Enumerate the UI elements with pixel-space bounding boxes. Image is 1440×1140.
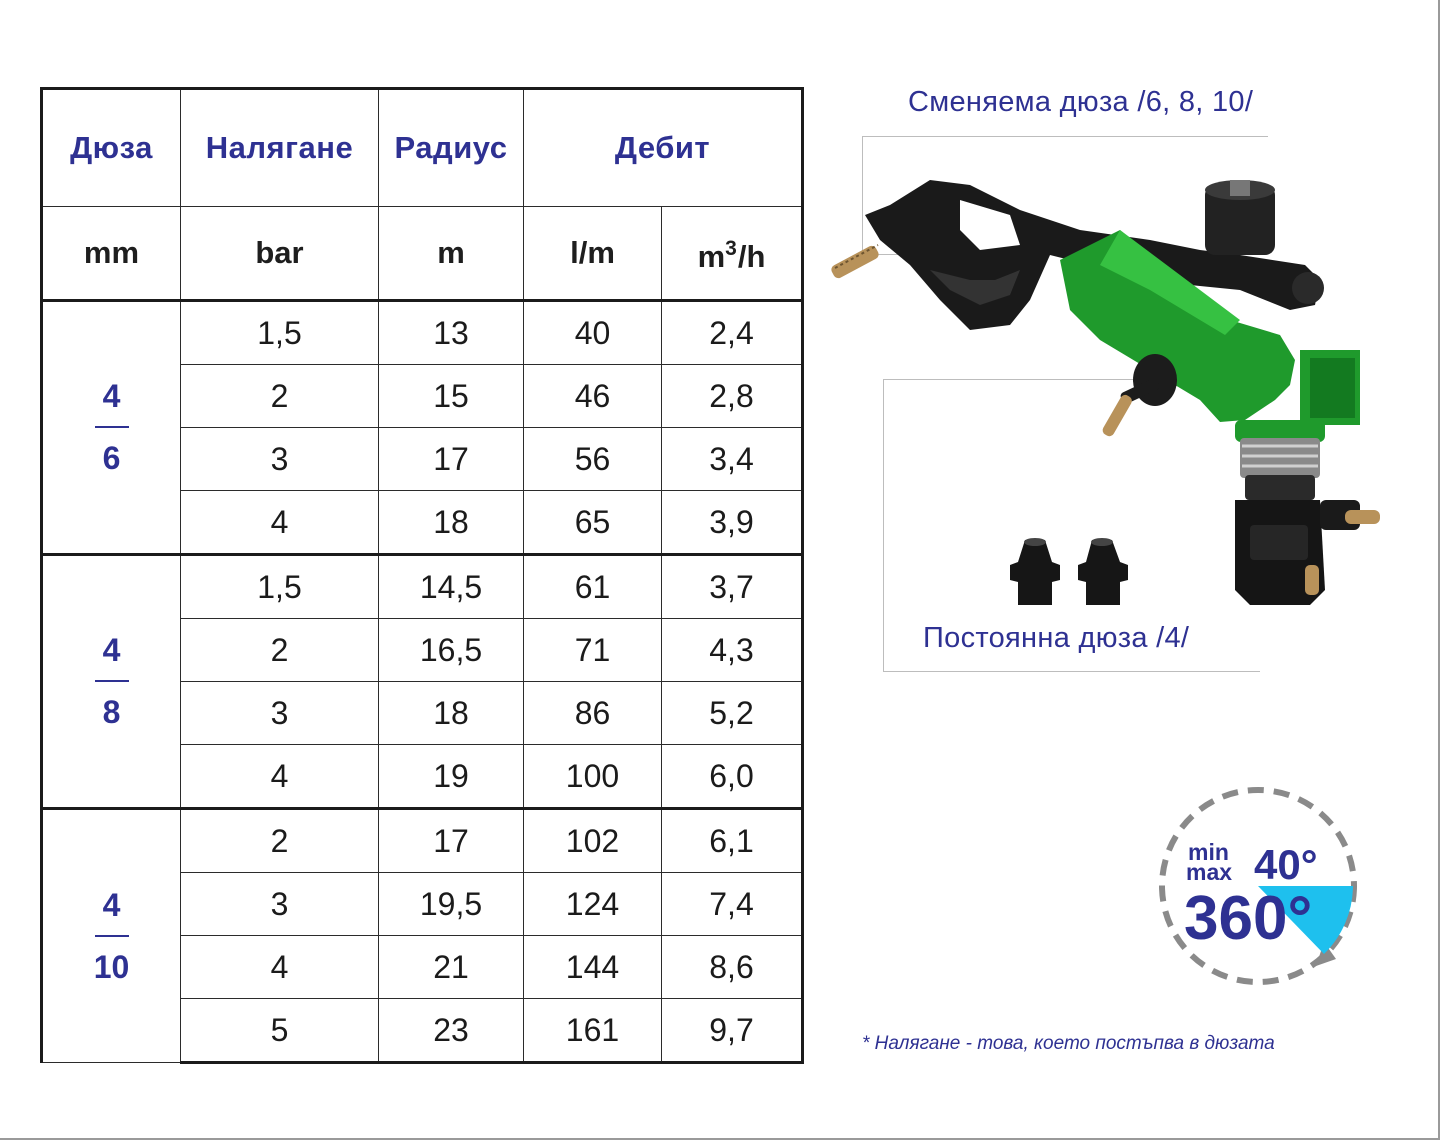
radius-cell: 13 [379,301,524,365]
radius-cell: 18 [379,491,524,555]
flow-lm-cell: 56 [524,428,662,491]
nozzle-constant: 4 [102,886,121,923]
pressure-cell: 2 [181,365,379,428]
table-row [42,809,803,873]
flow-lm-cell: 102 [524,809,662,873]
unit-m3h-base: m [697,239,726,274]
radius-cell: 19,5 [379,873,524,936]
max-label: max [1186,859,1233,885]
nozzle-constant: 4 [102,632,121,668]
flow-lm-cell: 61 [524,555,662,619]
pressure-cell: 4 [181,491,379,555]
unit-flow-lm: l/m [524,207,662,301]
pressure-cell: 4 [181,745,379,809]
pressure-cell: 3 [181,682,379,745]
pressure-cell: 1,5 [181,555,379,619]
flow-m3h-cell: 3,9 [662,491,803,555]
nozzle-replaceable: 10 [93,948,130,985]
fraction-bar [95,680,129,682]
flow-m3h-cell: 3,7 [662,555,803,619]
nozzle-cell [42,555,181,809]
flow-m3h-cell: 7,4 [662,873,803,936]
nozzle-size [94,887,130,986]
flow-lm-cell: 46 [524,365,662,428]
header-nozzle: Дюза [42,89,181,207]
radius-cell: 16,5 [379,619,524,682]
flow-m3h-cell: 4,3 [662,619,803,682]
flow-m3h-cell: 5,2 [662,682,803,745]
header-radius: Радиус [379,89,524,207]
radius-cell: 17 [379,809,524,873]
radius-cell: 18 [379,682,524,745]
footnote: * Налягане - това, което постъпва в дюзата [862,1033,1275,1054]
flow-m3h-cell: 2,8 [662,365,803,428]
callout-line [883,671,1260,672]
radius-cell: 21 [379,936,524,999]
table-row [42,555,803,619]
unit-radius: m [379,207,524,301]
header-pressure: Налягане [181,89,379,207]
flow-lm-cell: 100 [524,745,662,809]
nozzle-cell [42,809,181,1063]
flow-m3h-cell: 9,7 [662,999,803,1063]
unit-m3h-exp: 3 [725,237,737,260]
replaceable-nozzle-label: Сменяема дюза /6, 8, 10/ [908,86,1254,118]
flow-lm-cell: 71 [524,619,662,682]
nozzle-cell [42,301,181,555]
flow-lm-cell: 144 [524,936,662,999]
radius-cell: 19 [379,745,524,809]
pressure-cell: 2 [181,809,379,873]
table-row [42,301,803,365]
flow-m3h-cell: 3,4 [662,428,803,491]
rotation-angle-badge [1148,776,1368,996]
impact-sprinkler-image [820,170,1390,630]
unit-pressure: bar [181,207,379,301]
nozzle-size [95,632,129,731]
pressure-cell: 3 [181,873,379,936]
pressure-cell: 1,5 [181,301,379,365]
constant-nozzle-label: Постоянна дюза /4/ [923,622,1190,654]
nozzle-size [95,378,129,477]
flow-lm-cell: 65 [524,491,662,555]
unit-m3h-tail: /h [737,239,766,274]
pressure-cell: 3 [181,428,379,491]
radius-cell: 15 [379,365,524,428]
radius-cell: 23 [379,999,524,1063]
spare-nozzles [1010,538,1128,605]
max-angle-value: 360° [1184,884,1313,953]
spring-screw-left [830,244,881,280]
flow-m3h-cell: 6,1 [662,809,803,873]
nozzle-replaceable: 8 [102,694,121,730]
min-angle-value: 40° [1254,841,1318,888]
nozzle-replaceable: 6 [102,440,121,476]
pressure-cell: 2 [181,619,379,682]
flow-lm-cell: 40 [524,301,662,365]
flow-lm-cell: 161 [524,999,662,1063]
flow-lm-cell: 124 [524,873,662,936]
spec-table [40,87,804,1064]
nozzle-constant: 4 [102,378,121,414]
header-flow: Дебит [524,89,803,207]
radius-cell: 14,5 [379,555,524,619]
flow-lm-cell: 86 [524,682,662,745]
fraction-bar [95,426,129,428]
unit-flow-m3h [662,207,803,301]
radius-cell: 17 [379,428,524,491]
flow-m3h-cell: 8,6 [662,936,803,999]
flow-m3h-cell: 2,4 [662,301,803,365]
flow-m3h-cell: 6,0 [662,745,803,809]
pressure-cell: 5 [181,999,379,1063]
pressure-cell: 4 [181,936,379,999]
callout-line [862,136,1268,137]
fraction-bar [95,935,129,937]
min-label: min [1188,839,1229,865]
unit-nozzle: mm [42,207,181,301]
